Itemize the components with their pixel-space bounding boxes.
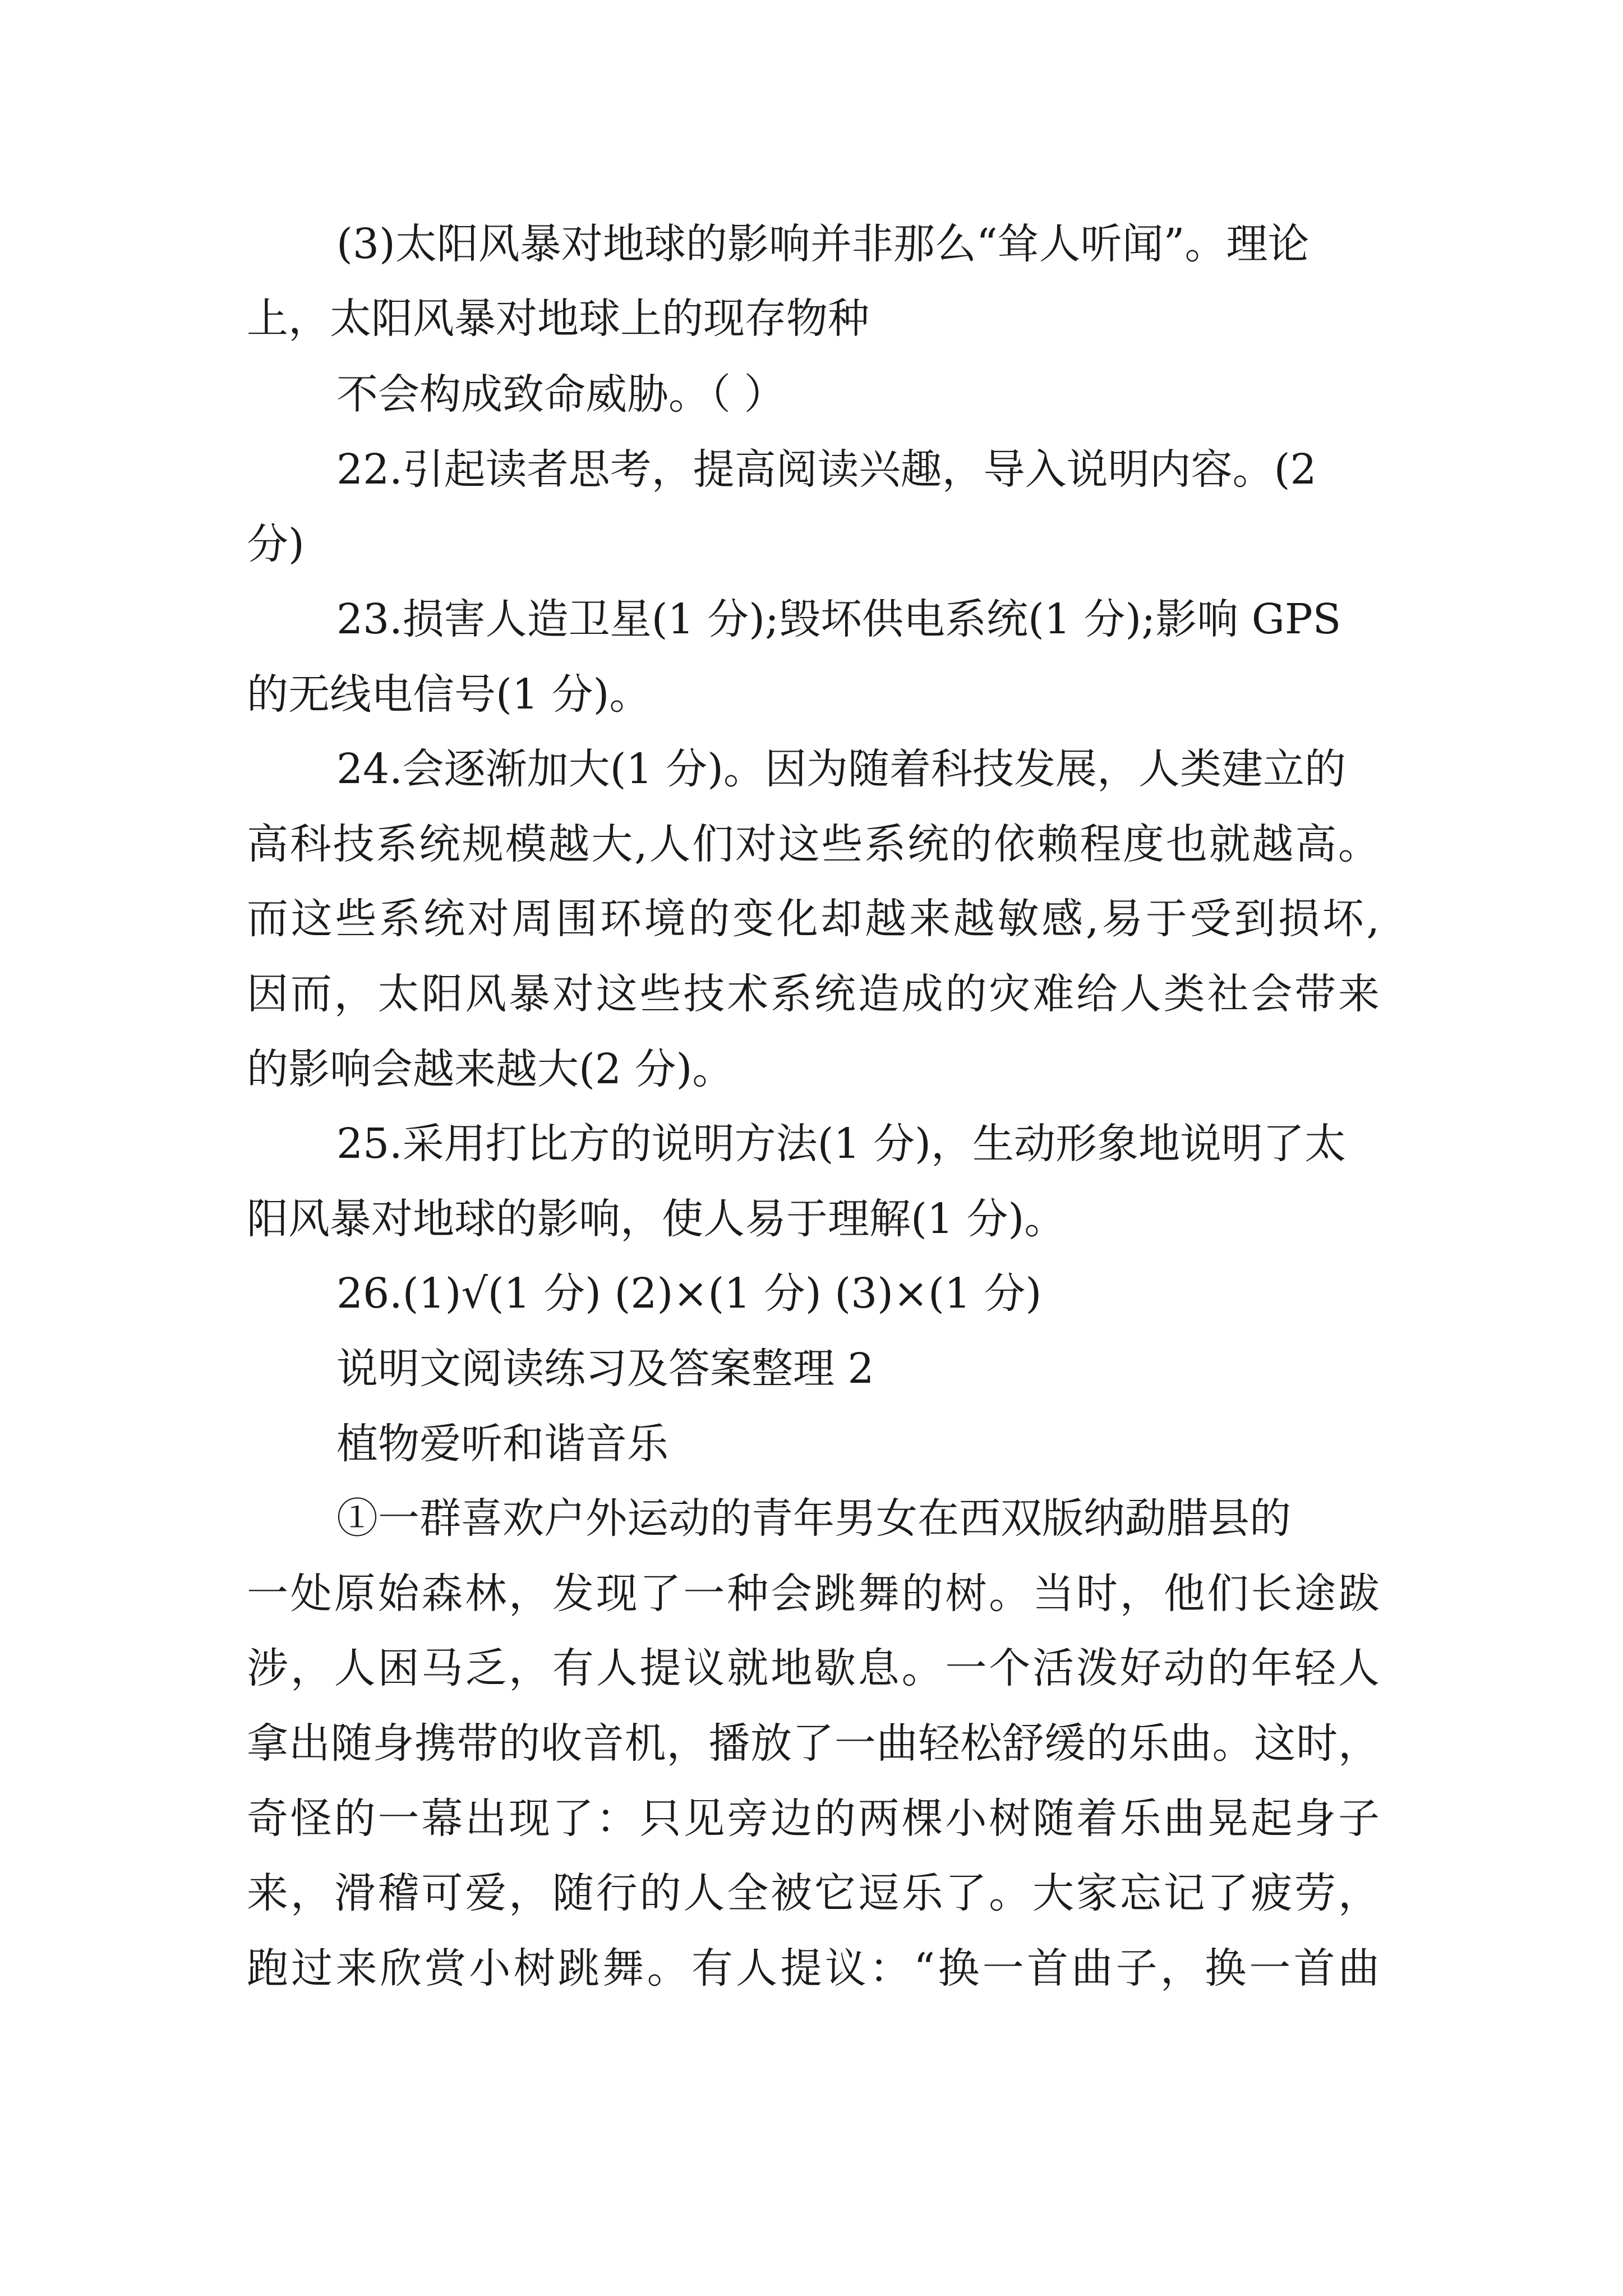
text-line: 一处原始森林，发现了一种会跳舞的树。当时，他们长途跋 xyxy=(247,1570,1380,1618)
text-line: 分) xyxy=(247,520,305,568)
text-line: 拿出随身携带的收音机，播放了一曲轻松舒缓的乐曲。这时， xyxy=(247,1719,1380,1768)
text-line: 跑过来欣赏小树跳舞。有人提议：“换一首曲子，换一首曲 xyxy=(247,1944,1380,1993)
text-line: 24.会逐渐加大(1 分)。因为随着科技发展，人类建立的 xyxy=(336,745,1347,793)
text-line: 因而，太阳风暴对这些技术系统造成的灾难给人类社会带来 xyxy=(247,970,1380,1018)
text-line: 的影响会越来越大(2 分)。 xyxy=(247,1045,734,1093)
text-line: 22.引起读者思考，提高阅读兴趣，导入说明内容。(2 xyxy=(336,445,1317,494)
text-line: 来，滑稽可爱，随行的人全被它逗乐了。大家忘记了疲劳， xyxy=(247,1869,1380,1917)
text-line: 不会构成致命威胁。（ ） xyxy=(336,370,786,418)
text-line: 的无线电信号(1 分)。 xyxy=(247,670,651,719)
text-line: 奇怪的一幕出现了：只见旁边的两棵小树随着乐曲晃起身子 xyxy=(247,1795,1380,1843)
text-line: 23.损害人造卫星(1 分);毁坏供电系统(1 分);影响 GPS xyxy=(336,595,1341,643)
text-line: 上，太阳风暴对地球上的现存物种 xyxy=(247,295,869,343)
article-title: 植物爱听和谐音乐 xyxy=(336,1420,668,1468)
section-heading: 说明文阅读练习及答案整理 2 xyxy=(336,1345,874,1393)
text-line: 涉，人困马乏，有人提议就地歇息。一个活泼好动的年轻人 xyxy=(247,1644,1380,1692)
text-line: ①一群喜欢户外运动的青年男女在西双版纳勐腊县的 xyxy=(336,1494,1291,1543)
text-line: 阳风暴对地球的影响，使人易于理解(1 分)。 xyxy=(247,1195,1066,1243)
text-line: 而这些系统对周围环境的变化却越来越敏感,易于受到损坏, xyxy=(247,895,1380,943)
text-line: (3)太阳风暴对地球的影响并非那么“耸人听闻”。理论 xyxy=(336,220,1310,268)
text-line: 高科技系统规模越大,人们对这些系统的依赖程度也就越高。 xyxy=(247,820,1380,868)
text-line: 26.(1)√(1 分) (2)×(1 分) (3)×(1 分) xyxy=(336,1269,1042,1318)
text-line: 25.采用打比方的说明方法(1 分)，生动形象地说明了太 xyxy=(336,1120,1347,1168)
